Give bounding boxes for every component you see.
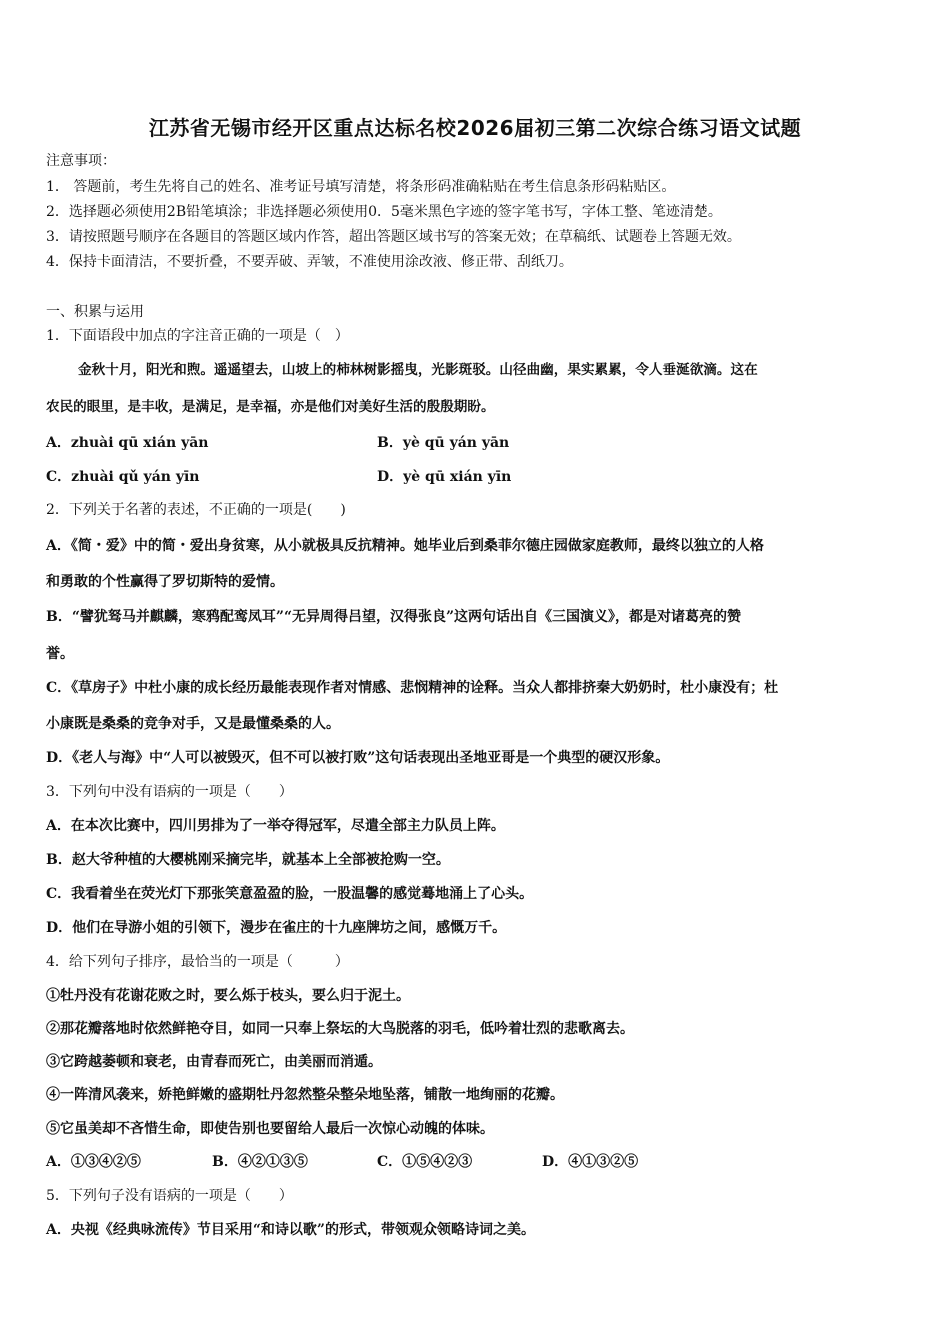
question-1-passage-line-1: 金秋十月，阳光和煦。遥遥望去，山坡上的柿林树影摇曳，光影斑驳。山径曲幽，果实累累，令人垂涎欲滴。这在: [78, 362, 758, 378]
question-2-option-a-line-2[interactable]: 和勇敢的个性赢得了罗切斯特的爱情。: [46, 574, 284, 590]
question-4-option-b[interactable]: B．④②①③⑤: [212, 1154, 308, 1170]
question-2-option-c-line-2[interactable]: 小康既是桑桑的竞争对手，又是最懂桑桑的人。: [46, 716, 340, 732]
page-title: 江苏省无锡市经开区重点达标名校2026届初三第二次综合练习语文试题: [148, 116, 802, 140]
question-4-option-d[interactable]: D．④①③②⑤: [542, 1154, 639, 1170]
question-4-sentence-4: ④一阵清风袭来，娇艳鲜嫩的盛期牡丹忽然整朵整朵地坠落，铺散一地绚丽的花瓣。: [46, 1087, 564, 1103]
question-4-sentence-1: ①牡丹没有花谢花败之时，要么烁于枝头，要么归于泥土。: [46, 988, 410, 1004]
question-2-option-a-line-1[interactable]: A．《简・爱》中的简・爱出身贫寒，从小就极具反抗精神。她毕业后到桑菲尔德庄园做家庭教师，最终以独立的人格: [46, 538, 764, 554]
notice-item-3: 3．请按照题号顺序在各题目的答题区域内作答，超出答题区域书写的答案无效；在草稿纸、试题卷上答题无效。: [46, 229, 741, 245]
section-heading: 一、积累与运用: [46, 304, 144, 320]
question-3-option-a[interactable]: A．在本次比赛中，四川男排为了一举夺得冠军，尽遣全部主力队员上阵。: [46, 818, 505, 834]
question-3-stem: 3．下列句中没有语病的一项是（ ）: [46, 784, 293, 800]
question-1-option-b[interactable]: B．yè qū yán yān: [377, 435, 510, 451]
question-2-option-b-line-2[interactable]: 誉。: [46, 646, 74, 662]
question-1-option-c[interactable]: C．zhuài qǔ yán yīn: [46, 469, 200, 485]
question-4-sentence-5: ⑤它虽美却不吝惜生命，即使告别也要留给人最后一次惊心动魄的体味。: [46, 1121, 494, 1137]
question-3-option-b[interactable]: B．赵大爷种植的大樱桃刚采摘完毕，就基本上全部被抢购一空。: [46, 852, 450, 868]
question-1-option-a[interactable]: A．zhuài qū xián yān: [46, 435, 209, 451]
notice-item-2: 2．选择题必须使用2B铅笔填涂；非选择题必须使用0．5毫米黑色字迹的签字笔书写，字体工整、笔迹清楚。: [46, 204, 722, 220]
question-2-option-c-line-1[interactable]: C．《草房子》中杜小康的成长经历最能表现作者对情感、悲悯精神的诠释。当众人都排挤秦大奶奶时，杜小康没有；杜: [46, 680, 779, 696]
question-3-option-c[interactable]: C．我看着坐在荧光灯下那张笑意盈盈的脸，一股温馨的感觉蓦地涌上了心头。: [46, 886, 534, 902]
notice-heading: 注意事项：: [46, 153, 116, 169]
question-4-sentence-3: ③它跨越萎顿和衰老，由青春而死亡，由美丽而消遁。: [46, 1054, 382, 1070]
question-5-option-a[interactable]: A．央视《经典咏流传》节目采用“和诗以歌”的形式，带领观众领略诗词之美。: [46, 1222, 535, 1238]
question-2-option-d[interactable]: D．《老人与海》中“人可以被毁灭，但不可以被打败”这句话表现出圣地亚哥是一个典型的硬汉形象。: [46, 750, 670, 766]
question-4-option-c[interactable]: C．①⑤④②③: [377, 1154, 473, 1170]
notice-item-4: 4．保持卡面清洁，不要折叠，不要弄破、弄皱，不准使用涂改液、修正带、刮纸刀。: [46, 254, 573, 270]
question-1-option-d[interactable]: D．yè qū xián yīn: [377, 469, 512, 485]
question-1-stem: 1．下面语段中加点的字注音正确的一项是（ ）: [46, 328, 349, 344]
question-5-stem: 5．下列句子没有语病的一项是（ ）: [46, 1188, 293, 1204]
notice-item-1: 1． 答题前，考生先将自己的姓名、准考证号填写清楚，将条形码准确粘贴在考生信息条形码粘贴区。: [46, 179, 676, 195]
question-4-sentence-2: ②那花瓣落地时依然鲜艳夺目，如同一只奉上祭坛的大鸟脱落的羽毛，低吟着壮烈的悲歌离去。: [46, 1021, 634, 1037]
question-4-stem: 4．给下列句子排序，最恰当的一项是（ ）: [46, 954, 349, 970]
question-4-option-a[interactable]: A．①③④②⑤: [46, 1154, 141, 1170]
question-2-option-b-line-1[interactable]: B．“譬犹驽马并麒麟，寒鸦配鸾凤耳”“无异周得吕望，汉得张良”这两句话出自《三国演义》，都是对诸葛亮的赞: [46, 609, 742, 625]
question-1-passage-line-2: 农民的眼里，是丰收，是满足，是幸福，亦是他们对美好生活的殷殷期盼。: [46, 399, 495, 415]
question-2-stem: 2．下列关于名著的表述，不正确的一项是( ): [46, 502, 346, 518]
question-3-option-d[interactable]: D．他们在导游小姐的引领下，漫步在雀庄的十九座牌坊之间，感慨万千。: [46, 920, 507, 936]
